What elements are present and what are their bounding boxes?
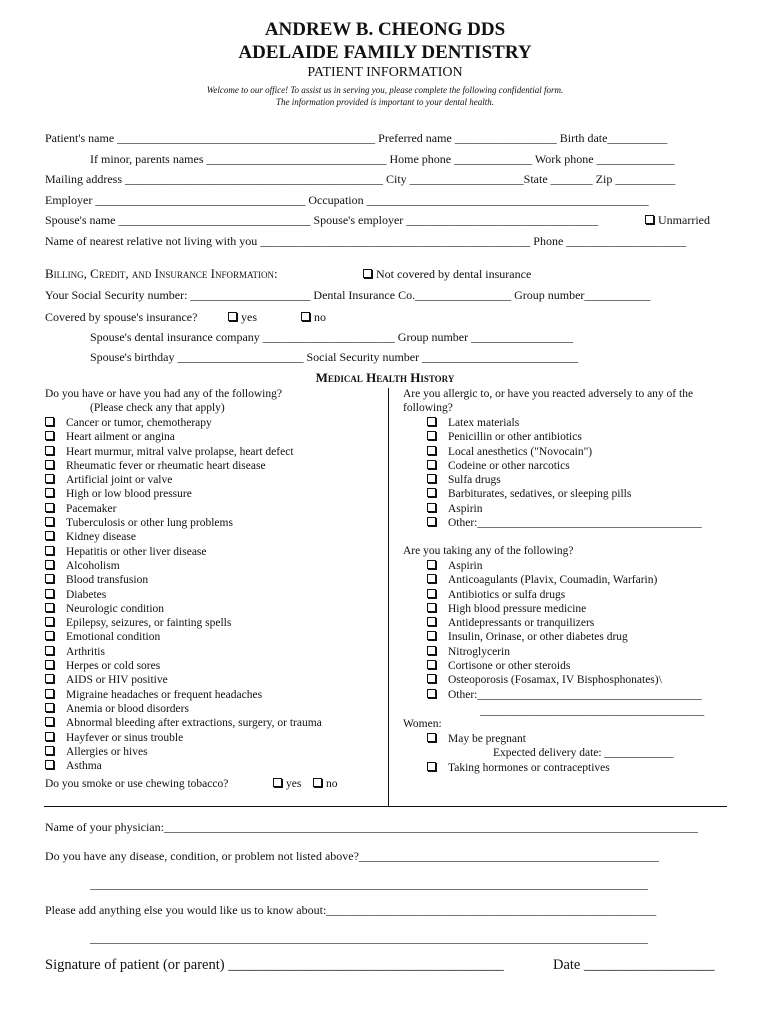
condition-item[interactable] (45, 645, 322, 659)
pregnant-label: May be pregnant (448, 733, 526, 745)
allergy-item-label: Other:_______________________________________ (448, 517, 702, 530)
medication-item-label: Osteoporosis (Fosamax, IV Bisphosphonates)\ (448, 674, 662, 687)
welcome-text-2: The information provided is important to your dental health. (276, 97, 494, 107)
spouse-row[interactable]: Spouse's name ________________________________ Spouse's employer ________________________________ (45, 213, 599, 227)
date-field[interactable]: Date __________________ (553, 957, 715, 973)
allergy-item-label: Latex materials (448, 417, 520, 429)
allergy-item[interactable] (427, 502, 702, 516)
allergy-item[interactable] (427, 473, 702, 487)
checkbox-icon (427, 517, 436, 526)
condition-item[interactable] (45, 745, 322, 759)
yes-label: yes (286, 778, 302, 790)
allergy-item[interactable] (427, 459, 702, 473)
checkbox-icon (45, 631, 54, 640)
medication-item-label: Other:_______________________________________ (448, 688, 702, 701)
checkbox-icon (427, 474, 436, 483)
checkbox-icon (427, 446, 436, 455)
employer-row[interactable]: Employer ___________________________________ Occupation _______________________________________________ (45, 193, 649, 207)
checkbox-icon (427, 460, 436, 469)
condition-item-label: Migraine headaches or frequent headaches (66, 688, 263, 701)
checkbox-icon (427, 488, 436, 497)
medication-item[interactable] (427, 659, 702, 673)
checkbox-icon (45, 674, 54, 683)
delivery-date-field[interactable]: Expected delivery date: ____________ (493, 747, 674, 759)
medication-item[interactable] (427, 559, 702, 573)
checkbox-icon (45, 517, 54, 526)
allergy-item-label: Penicillin or other antibiotics (448, 431, 582, 444)
allergies-list (427, 416, 702, 530)
practice-title: ADELAIDE FAMILY DENTISTRY (238, 42, 532, 63)
condition-item[interactable] (45, 530, 322, 544)
medication-item-label: Nitroglycerin (448, 645, 510, 658)
no-label: no (314, 310, 326, 324)
hormones-label: Taking hormones or contraceptives (448, 762, 610, 774)
checkbox-icon (45, 431, 54, 440)
section-divider (44, 806, 727, 807)
medication-item[interactable] (427, 645, 702, 659)
medication-item-label: Antibiotics or sulfa drugs (448, 588, 566, 601)
medication-item-label: Aspirin (448, 560, 483, 572)
unmarried-checkbox[interactable] (645, 213, 710, 228)
allergy-item-label: Aspirin (448, 502, 483, 515)
medication-item[interactable] (427, 673, 702, 687)
welcome-text: Welcome to our office! To assist us in serving you, please complete the following confidential form. (206, 85, 564, 95)
conditions-question: Do you have or have you had any of the following? (45, 388, 282, 400)
allergy-item-label: Sulfa drugs (448, 474, 501, 487)
checkbox-icon (427, 617, 436, 626)
condition-item[interactable] (45, 416, 322, 430)
condition-item-label: Heart ailment or angina (66, 431, 175, 444)
condition-item-label: High or low blood pressure (66, 488, 192, 501)
checkbox-icon (363, 269, 372, 278)
condition-item[interactable] (45, 688, 322, 702)
condition-item-label: Alcoholism (66, 559, 120, 572)
checkbox-icon (45, 717, 54, 726)
condition-item[interactable] (45, 487, 322, 501)
checkbox-icon (45, 746, 54, 755)
condition-item-label: Abnormal bleeding after extractions, surgery, or trauma (66, 717, 322, 730)
medication-item[interactable] (427, 588, 702, 602)
condition-item[interactable] (45, 702, 322, 716)
condition-item[interactable] (45, 716, 322, 730)
checkbox-icon (45, 732, 54, 741)
condition-item[interactable] (45, 545, 322, 559)
condition-item-label: Herpes or cold sores (66, 660, 161, 673)
other-disease-field[interactable]: Do you have any disease, condition, or problem not listed above?__________________________________________________ (45, 849, 659, 863)
additional-info-field[interactable]: Please add anything else you would like us to know about:_______________________________________________________ (45, 903, 657, 917)
checkbox-icon (427, 603, 436, 612)
allergy-item[interactable] (427, 416, 702, 430)
checkbox-icon (45, 689, 54, 698)
checkbox-icon (45, 417, 54, 426)
checkbox-icon (45, 546, 54, 555)
checkbox-icon (45, 760, 54, 769)
checkbox-icon (427, 631, 436, 640)
checkbox-icon (645, 215, 654, 224)
allergy-item[interactable] (427, 516, 702, 530)
allergy-item-label: Codeine or other narcotics (448, 459, 570, 472)
medication-item-label: Antidepressants or tranquilizers (448, 617, 595, 630)
medications-list (427, 559, 702, 702)
hormones-checkbox[interactable] (427, 762, 610, 774)
condition-item[interactable] (45, 673, 322, 687)
medication-item[interactable] (427, 616, 702, 630)
covered-yes-checkbox[interactable] (228, 310, 257, 325)
condition-item[interactable] (45, 731, 322, 745)
checkbox-icon (427, 589, 436, 598)
smoke-yes-checkbox[interactable] (273, 778, 301, 790)
checkbox-icon (45, 660, 54, 669)
condition-item-label: Diabetes (66, 588, 107, 601)
unmarried-label: Unmarried (658, 213, 710, 227)
checkbox-icon (273, 778, 282, 787)
condition-item-label: Hepatitis or other liver disease (66, 545, 207, 558)
checkbox-icon (45, 474, 54, 483)
condition-item-label: Anemia or blood disorders (66, 702, 189, 715)
pregnant-checkbox[interactable] (427, 733, 526, 745)
women-label: Women: (403, 718, 442, 730)
condition-item[interactable] (45, 445, 322, 459)
condition-item[interactable] (45, 616, 322, 630)
medication-item[interactable] (427, 630, 702, 644)
checkbox-icon (427, 762, 436, 771)
checkbox-icon (45, 703, 54, 712)
checkbox-icon (45, 446, 54, 455)
condition-item-label: Asthma (66, 760, 102, 773)
checkbox-icon (45, 589, 54, 598)
medications-question: Are you taking any of the following? (403, 545, 574, 557)
checkbox-icon (45, 560, 54, 569)
checkbox-icon (301, 312, 310, 321)
spouse-birthday-row[interactable]: Spouse's birthday _____________________ Social Security number __________________________ (90, 350, 579, 364)
medication-item-label: High blood pressure medicine (448, 602, 587, 615)
allergy-item[interactable] (427, 445, 702, 459)
condition-item[interactable] (45, 602, 322, 616)
condition-item[interactable] (45, 430, 322, 444)
checkbox-icon (45, 488, 54, 497)
checkbox-icon (427, 503, 436, 512)
checkbox-icon (427, 417, 436, 426)
condition-item-label: Tuberculosis or other lung problems (66, 517, 233, 530)
checkbox-icon (427, 689, 436, 698)
ssn-insurance-row[interactable]: Your Social Security number: ____________________ Dental Insurance Co.________________ Group number___________ (45, 288, 651, 302)
condition-item-label: Kidney disease (66, 531, 136, 544)
condition-item-label: Arthritis (66, 645, 105, 658)
checkbox-icon (228, 312, 237, 321)
checkbox-icon (45, 603, 54, 612)
smoke-question: Do you smoke or use chewing tobacco? (45, 778, 229, 790)
parents-name-row[interactable]: If minor, parents names ______________________________ Home phone _____________ Work phone _____________ (90, 152, 675, 166)
condition-item-label: Epilepsy, seizures, or fainting spells (66, 617, 232, 630)
checkbox-icon (45, 503, 54, 512)
condition-item-label: Allergies or hives (66, 745, 148, 758)
additional-info-line[interactable]: _____________________________________________________________________________________________ (90, 931, 648, 945)
allergy-item-label: Barbiturates, sedatives, or sleeping pills (448, 488, 632, 501)
other-medication-line[interactable]: _______________________________________ (480, 705, 705, 717)
condition-item[interactable] (45, 502, 322, 516)
checkbox-icon (427, 674, 436, 683)
no-label: no (326, 778, 338, 790)
billing-heading: Billing, Credit, and Insurance Information: (45, 266, 278, 281)
condition-item[interactable] (45, 559, 322, 573)
mailing-address-row[interactable]: Mailing address ___________________________________________ City ___________________State _______ Zip __________ (45, 172, 676, 186)
medication-item-label: Anticoagulants (Plavix, Coumadin, Warfarin) (448, 574, 658, 587)
checkbox-icon (45, 646, 54, 655)
medication-item[interactable] (427, 602, 702, 616)
condition-item-label: Heart murmur, mitral valve prolapse, heart defect (66, 445, 294, 458)
allergy-question: Are you allergic to, or have you reacted adversely to any of the (403, 388, 694, 400)
not-covered-checkbox[interactable] (363, 267, 531, 282)
covered-no-checkbox[interactable] (301, 310, 326, 325)
medication-item-label: Cortisone or other steroids (448, 660, 571, 673)
medication-item[interactable] (427, 573, 702, 587)
allergy-question-2: following? (403, 402, 453, 414)
condition-item[interactable] (45, 588, 322, 602)
medication-item-label: Insulin, Orinase, or other diabetes drug (448, 631, 628, 644)
condition-item-label: Neurologic condition (66, 602, 165, 615)
checkbox-icon (427, 646, 436, 655)
checkbox-icon (427, 574, 436, 583)
condition-item-label: Artificial joint or valve (66, 474, 173, 487)
condition-item[interactable] (45, 516, 322, 530)
checkbox-icon (427, 660, 436, 669)
allergy-item[interactable] (427, 487, 702, 501)
checkbox-icon (427, 733, 436, 742)
conditions-list (45, 416, 322, 773)
condition-item[interactable] (45, 630, 322, 644)
condition-item-label: Rheumatic fever or rheumatic heart disease (66, 459, 266, 472)
checkbox-icon (45, 617, 54, 626)
condition-item-label: Emotional condition (66, 631, 161, 644)
column-divider (388, 388, 389, 806)
covered-by-spouse-label: Covered by spouse's insurance? (45, 310, 198, 324)
condition-item[interactable] (45, 659, 322, 673)
condition-item-label: Pacemaker (66, 502, 117, 515)
allergy-item-label: Local anesthetics ("Novocain") (448, 445, 593, 458)
medication-item[interactable] (427, 688, 702, 702)
allergy-item[interactable] (427, 430, 702, 444)
condition-item-label: AIDS or HIV positive (66, 674, 168, 687)
condition-item[interactable] (45, 759, 322, 773)
condition-item[interactable] (45, 459, 322, 473)
condition-item[interactable] (45, 573, 322, 587)
checkbox-icon (45, 574, 54, 583)
signature-field[interactable]: Signature of patient (or parent) ______________________________________ (45, 957, 504, 973)
conditions-instruction: (Please check any that apply) (90, 402, 225, 414)
physician-field[interactable]: Name of your physician:_________________________________________________________________________________________ (45, 820, 698, 834)
practice-name: ANDREW B. CHEONG DDS (264, 19, 506, 40)
checkbox-icon (313, 778, 322, 787)
checkbox-icon (427, 560, 436, 569)
medical-history-heading: Medical Health History (315, 370, 455, 385)
condition-item[interactable] (45, 473, 322, 487)
patient-name-row[interactable]: Patient's name ___________________________________________ Preferred name _________________ Birth date__________ (45, 131, 668, 145)
other-disease-line[interactable]: _____________________________________________________________________________________________ (90, 877, 648, 891)
spouse-insurance-row[interactable]: Spouse's dental insurance company ______________________ Group number _________________ (90, 330, 574, 344)
checkbox-icon (45, 460, 54, 469)
checkbox-icon (45, 531, 54, 540)
checkbox-icon (427, 431, 436, 440)
condition-item-label: Hayfever or sinus trouble (66, 731, 184, 744)
condition-item-label: Cancer or tumor, chemotherapy (66, 417, 212, 429)
condition-item-label: Blood transfusion (66, 574, 149, 587)
relative-row[interactable]: Name of nearest relative not living with you _____________________________________________ Phone ____________________ (45, 234, 687, 248)
smoke-no-checkbox[interactable] (313, 778, 338, 790)
form-title: PATIENT INFORMATION (307, 65, 463, 80)
not-covered-label: Not covered by dental insurance (376, 267, 532, 281)
yes-label: yes (241, 310, 257, 324)
